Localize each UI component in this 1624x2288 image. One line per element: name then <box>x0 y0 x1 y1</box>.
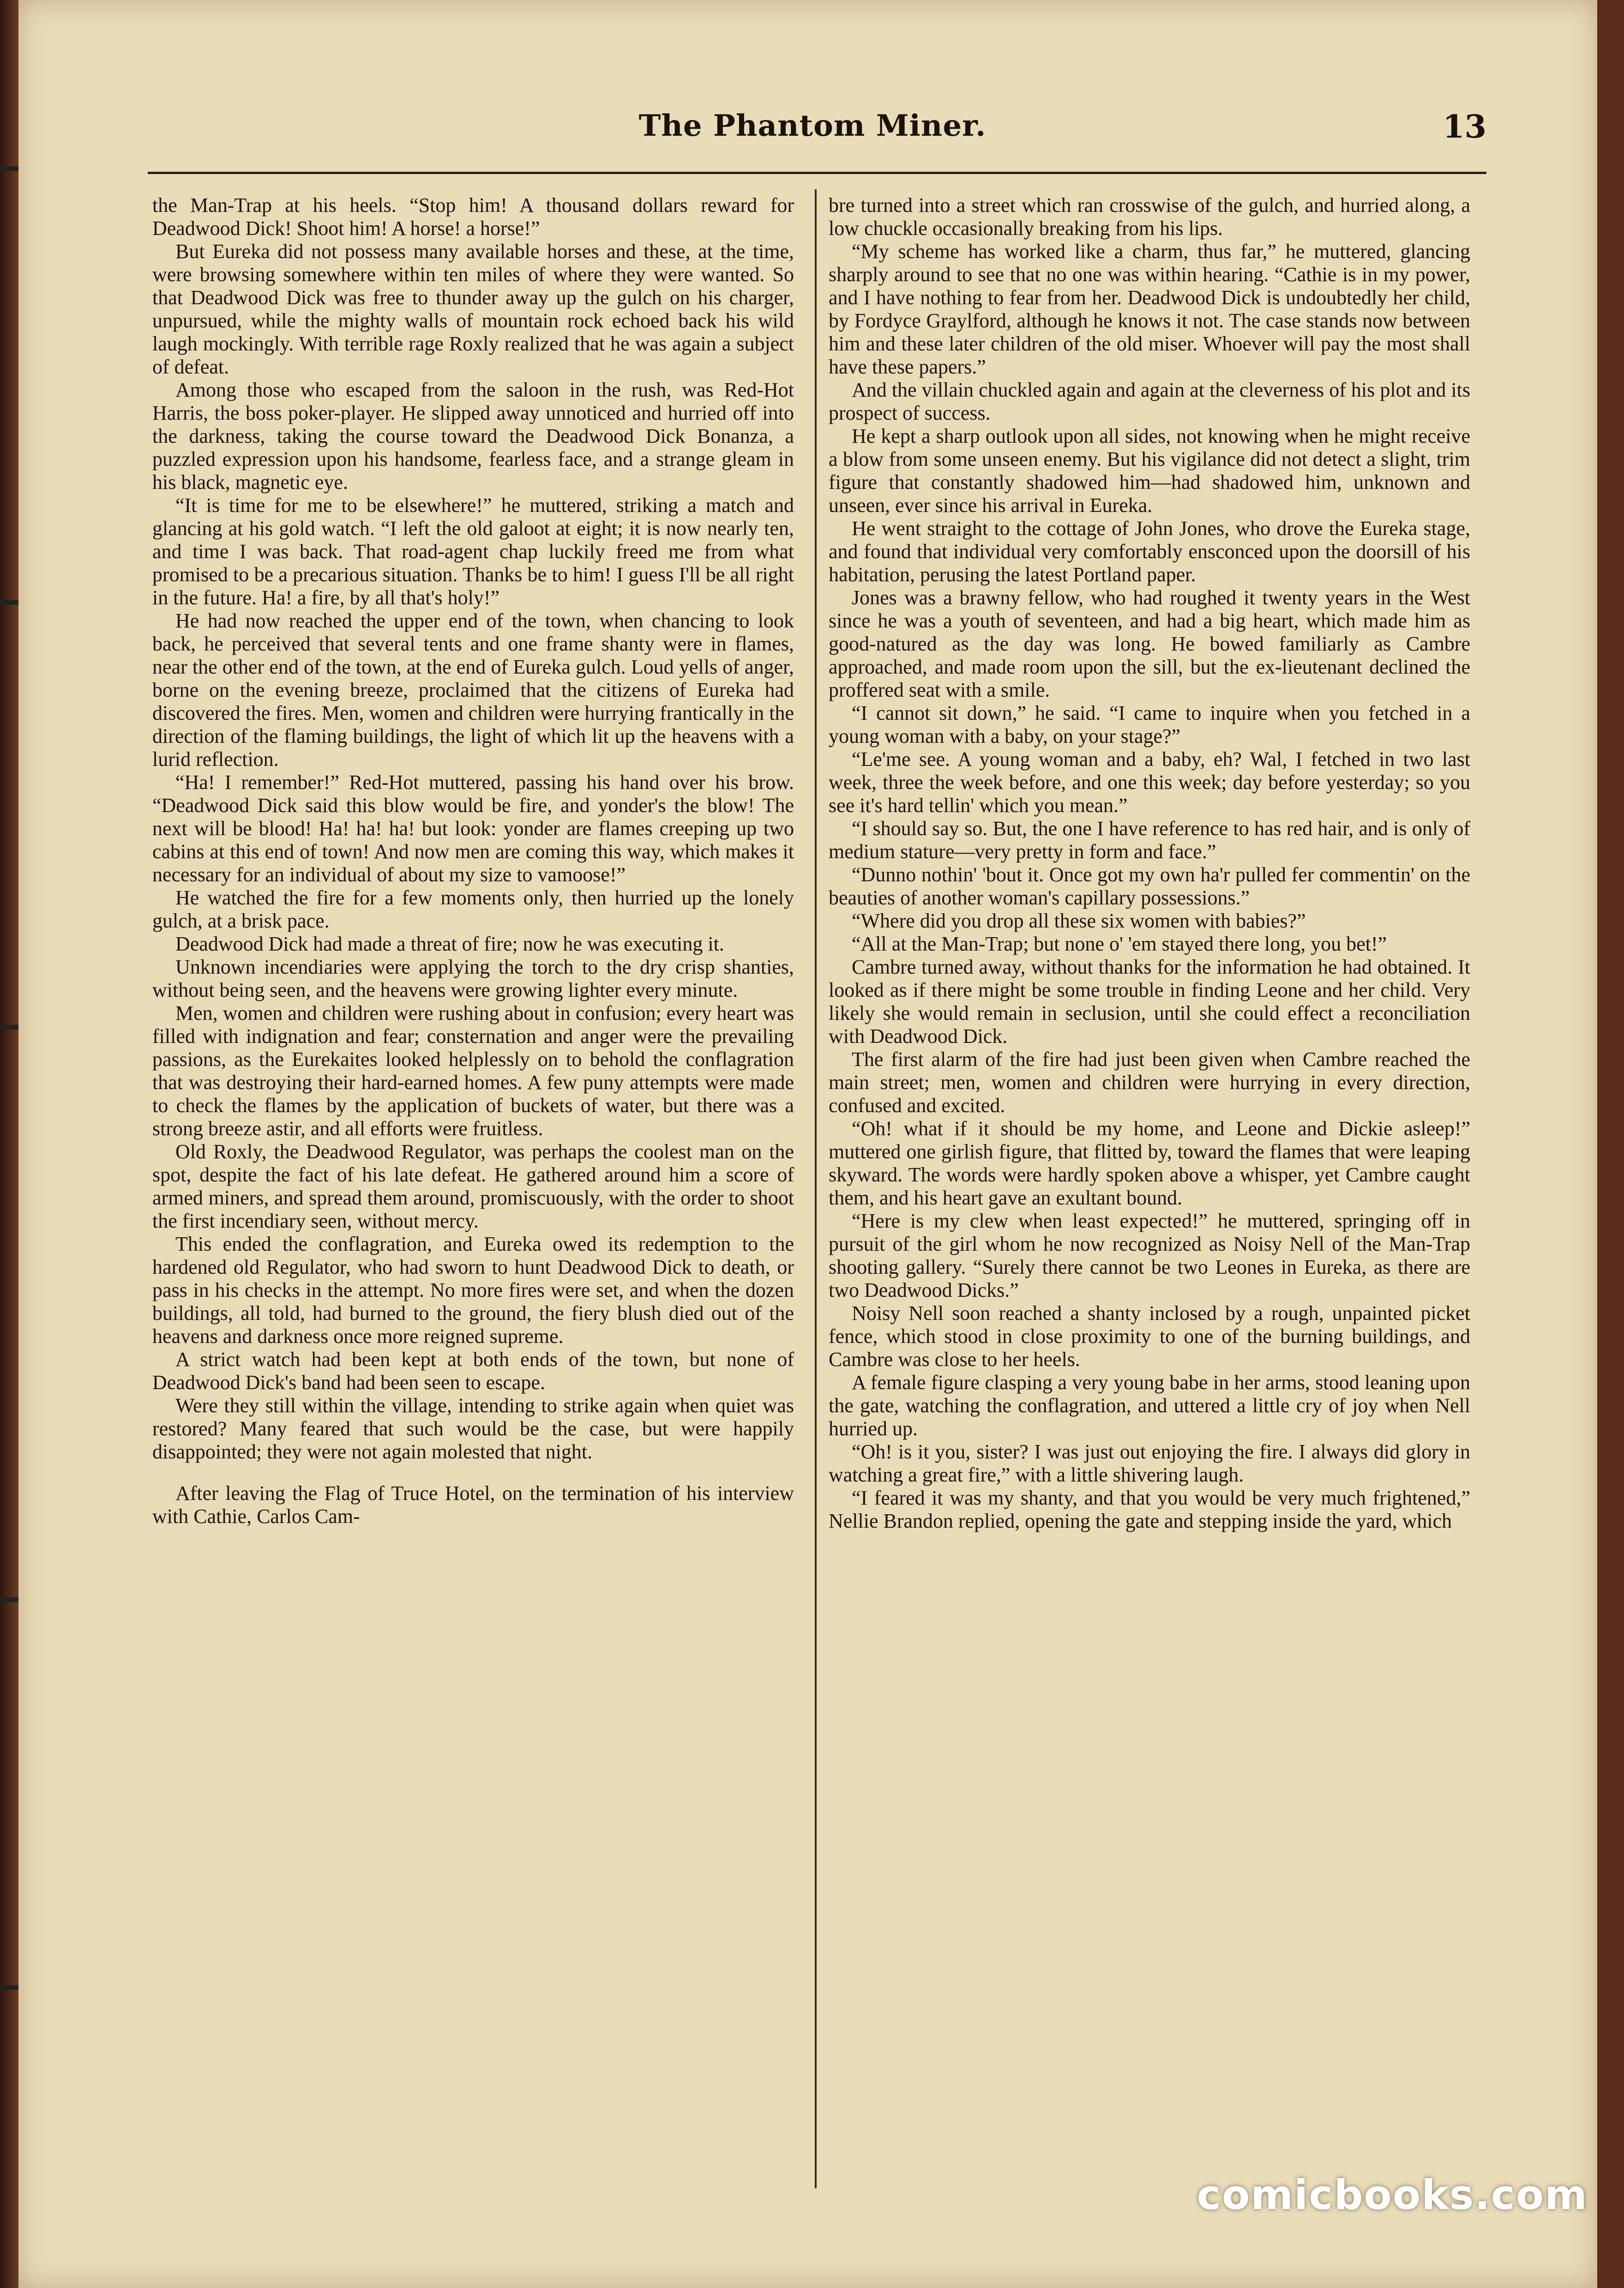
paragraph: A strict watch had been kept at both ends of the town, but none of Deadwood Dick's band had been seen to escape. <box>152 1348 794 1394</box>
page-number: 13 <box>1443 108 1486 145</box>
header-rule <box>148 172 1486 174</box>
paragraph: “It is time for me to be elsewhere!” he muttered, striking a match and glancing at his gold watch. “I left the old galoot at eight; it is now nearly ten, and time I was back. That road-agent chap luckily freed me from what promised to be a precarious situation. Thanks be to him! I guess I'll be all right in the future. Ha! a fire, by all that's holy!” <box>152 494 794 609</box>
paragraph: Unknown incendiaries were applying the torch to the dry crisp shanties, without being seen, and the heavens were growing lighter every minute. <box>152 956 794 1001</box>
paragraph: Deadwood Dick had made a threat of fire; now he was executing it. <box>175 933 724 955</box>
paragraph: Noisy Nell soon reached a shanty inclosed by a rough, unpainted picket fence, which stood in close proximity to one of the burning buildings, and Cambre was close to her heels. <box>829 1302 1470 1371</box>
paragraph: “Ha! I remember!” Red-Hot muttered, passing his hand over his brow. “Deadwood Dick said this blow would be fire, and yonder's the blow! The next will be blood! Ha! ha! ha! but look: yonder are flames creeping up two cabins at this end of town! And now men are coming this way, which makes it necessary for an individual of about my size to vamoose!” <box>152 771 794 886</box>
paragraph: “I should say so. But, the one I have reference to has red hair, and is only of medium stature—very pretty in form and face.” <box>829 817 1470 863</box>
paragraph: “I cannot sit down,” he said. “I came to inquire when you fetched in a young woman with a baby, on your stage?” <box>829 702 1470 747</box>
page-header <box>138 108 1486 155</box>
paragraph: He went straight to the cottage of John Jones, who drove the Eureka stage, and found that individual very comfortably ensconced upon the doorsill of his habitation, perusing the latest Portland paper. <box>829 517 1470 586</box>
paragraph: “Le'me see. A young woman and a baby, eh? Wal, I fetched in two last week, three the week before, and one this week; day before yesterday; so you see it's hard tellin' which you mean.” <box>829 748 1470 817</box>
paragraph: And the villain chuckled again and again at the cleverness of his plot and its prospect of success. <box>829 379 1470 424</box>
paragraph: Among those who escaped from the saloon in the rush, was Red-Hot Harris, the boss poker-player. He slipped away unnoticed and hurried off into the darkness, taking the course toward the Deadwood Dick Bonanza, a puzzled expression upon his handsome, fearless face, and a strange gleam in his black, magnetic eye. <box>152 379 794 494</box>
paragraph: After leaving the Flag of Truce Hotel, on the termination of his interview with Cathie, Carlos Cam- <box>152 1482 794 1528</box>
paragraph: Men, women and children were rushing about in confusion; every heart was filled with indignation and fear; consternation and anger were the prevailing passions, as the Eurekaites looked helplessly on to behold the conflagration that was destroying their hard-earned homes. A few puny attempts were made to check the flames by the application of buckets of water, but there was a strong breeze astir, and all efforts were fruitless. <box>152 1002 794 1140</box>
paragraph: Were they still within the village, intending to strike again when quiet was restored? Many feared that such would be the case, but were happily disappointed; they were not again molested that night. <box>152 1394 794 1463</box>
paragraph: The first alarm of the fire had just been given when Cambre reached the main street; men, women and children were hurrying in every direction, confused and excited. <box>829 1048 1470 1117</box>
paragraph: A female figure clasping a very young babe in her arms, stood leaning upon the gate, watching the conflagration, and uttered a little cry of joy when Nell hurried up. <box>829 1371 1470 1440</box>
paragraph: “Oh! is it you, sister? I was just out enjoying the fire. I always did glory in watching a great fire,” with a little shivering laugh. <box>829 1440 1470 1486</box>
right-column <box>829 194 1470 1533</box>
paragraph: “Dunno nothin' 'bout it. Once got my own ha'r pulled fer commentin' on the beauties of another woman's capillary possessions.” <box>829 863 1470 909</box>
paragraph: Old Roxly, the Deadwood Regulator, was perhaps the coolest man on the spot, despite the fact of his late defeat. He gathered around him a score of armed miners, and spread them around, promiscuously, with the order to shoot the first incendiary seen, without mercy. <box>152 1140 794 1232</box>
paragraph: Jones was a brawny fellow, who had roughed it twenty years in the West since he was a youth of seventeen, and had a big heart, which made him as good-natured as the day was long. He bowed familiarly as Cambre approached, and made room upon the sill, but the ex-lieutenant declined the proffered seat with a smile. <box>829 586 1470 701</box>
column-divider <box>815 189 817 2188</box>
paragraph: “I feared it was my shanty, and that you would be very much frightened,” Nellie Brandon replied, opening the gate and stepping inside the yard, which <box>829 1487 1470 1532</box>
paragraph: “All at the Man-Trap; but none o' 'em stayed there long, you bet!” <box>852 933 1387 955</box>
paragraph: bre turned into a street which ran crosswise of the gulch, and hurried along, a low chuckle occasionally breaking from his lips. <box>829 194 1470 240</box>
paragraph: He had now reached the upper end of the town, when chancing to look back, he perceived that several tents and one frame shanty were in flames, near the other end of the town, at the end of Eureka gulch. Loud yells of anger, borne on the evening breeze, proclaimed that the citizens of Eureka had discovered the fires. Men, women and children were hurrying frantically in the direction of the flaming buildings, the light of which lit up the heavens with a lurid reflection. <box>152 609 794 771</box>
paragraph: “My scheme has worked like a charm, thus far,” he muttered, glancing sharply around to see that no one was within hearing. “Cathie is in my power, and I have nothing to fear from her. Deadwood Dick is undoubtedly her child, by Fordyce Graylford, although he knows it not. The case stands now between him and these later children of the old miser. Whoever will pay the most shall have these papers.” <box>829 240 1470 378</box>
paragraph: “Where did you drop all these six women with babies?” <box>852 909 1306 932</box>
watermark: comicbooks.com <box>1197 2171 1588 2219</box>
left-column <box>152 194 794 1528</box>
paragraph: He kept a sharp outlook upon all sides, not knowing when he might receive a blow from some unseen enemy. But his vigilance did not detect a slight, trim figure that constantly shadowed him—had shadowed him, unknown and unseen, ever since his arrival in Eureka. <box>829 425 1470 517</box>
running-title: The Phantom Miner. <box>638 108 986 143</box>
paragraph: He watched the fire for a few moments only, then hurried up the lonely gulch, at a brisk pace. <box>152 886 794 932</box>
paragraph: But Eureka did not possess many available horses and these, at the time, were browsing somewhere within ten miles of where they were wanted. So that Deadwood Dick was free to thunder away up the gulch on his charger, unpursued, while the mighty walls of mountain rock echoed back his wild laugh mockingly. With terrible rage Roxly realized that he was again a subject of defeat. <box>152 240 794 378</box>
paragraph: “Here is my clew when least expected!” he muttered, springing off in pursuit of the girl whom he now recognized as Noisy Nell of the Man-Trap shooting gallery. “Surely there cannot be two Leones in Eureka, as there are two Deadwood Dicks.” <box>829 1210 1470 1301</box>
paragraph: “Oh! what if it should be my home, and Leone and Dickie asleep!” muttered one girlish figure, that flitted by, toward the flames that were leaping skyward. The words were hardly spoken above a whisper, yet Cambre caught them, and his heart gave an exultant bound. <box>829 1117 1470 1209</box>
paragraph: the Man-Trap at his heels. “Stop him! A thousand dollars reward for Deadwood Dick! Shoot him! A horse! a horse!” <box>152 194 794 240</box>
paragraph: Cambre turned away, without thanks for the information he had obtained. It looked as if there might be some trouble in finding Leone and her child. Very likely she would remain in seclusion, until she could effect a reconciliation with Deadwood Dick. <box>829 956 1470 1048</box>
binding-spine <box>0 0 18 2288</box>
paragraph: This ended the conflagration, and Eureka owed its redemption to the hardened old Regulator, who had sworn to hunt Deadwood Dick to death, or pass in his checks in the attempt. No more fires were set, and when the dozen buildings, all told, had burned to the ground, the fiery blush died out of the heavens and darkness once more reigned supreme. <box>152 1233 794 1348</box>
